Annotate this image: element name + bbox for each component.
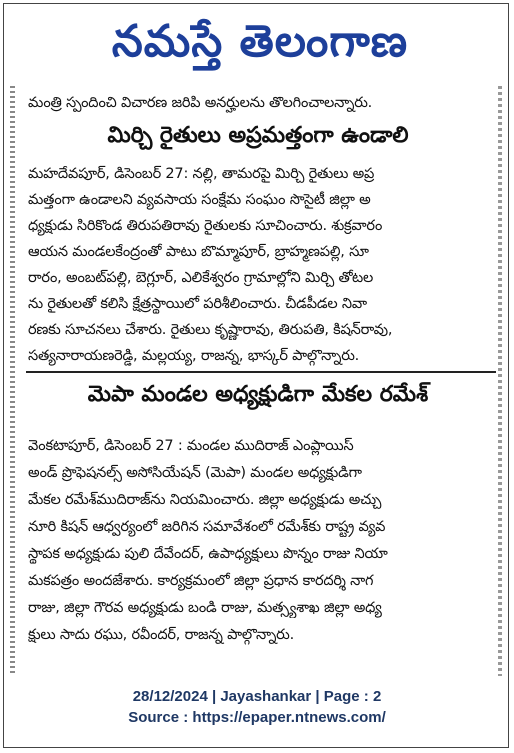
article2-headline: మెపా మండల అధ్యక్షుడిగా మేకల రమేశ్ [87,382,429,407]
article1-line: రణకు సూచనలు చేశారు. రైతులు కృష్ణారావు, తిరుపతి, కిషన్‌రావు, [28,322,393,338]
article1-headline: మిర్చి రైతులు అప్రమత్తంగా ఉండాలి [107,123,409,148]
clip-left-edge [10,86,15,676]
article2-line: మకపత్రం అందజేశారు. కార్యక్రమంలో జిల్లా ప్రధాన కారదర్శి నాగ [28,573,374,589]
article2-line: వెంకటాపూర్, డిసెంబర్ 27 : మండల ముదిరాజ్ ఎంప్లాయిస్ [28,438,354,454]
clip-right-edge [498,86,502,676]
article2-line: స్థాపక అధ్యక్షుడు పులి దేవేందర్, ఉపాధ్యక్షులు పొన్నం రాజు నియా [28,546,388,562]
article2-line: నూరి కిషన్ ఆధ్వర్యంలో జరిగిన సమావేశంలో రమేశ్‌కు రాష్ట్ర వ్యవ [28,519,386,535]
article1-line: మత్తంగా ఉండాలని వ్యవసాయ సంక్షేమ సంఘం సొసైటీ జిల్లా అ [28,192,371,208]
masthead-title: నమస్తే తెలంగాణ [111,16,409,67]
previous-article-last-line: మంత్రి స్పందించి విచారణ జరిపి అనర్హులను తొలగించాలన్నారు. [28,95,373,111]
article-divider [26,371,496,373]
article1-line: మహదేవపూర్, డిసెంబర్ 27: నల్లి, తామరపై మిర్చి రైతులు అప్ర [28,166,375,182]
article1-line: రారం, అంబట్‌పల్లి, బెగ్లూర్, ఎలికేశ్వరం గ్రామాల్లోని మిర్చి తోటల [28,270,374,286]
footer-date-edition: 28/12/2024 | Jayashankar | Page : 2 [132,688,382,705]
article1-line: ఆయన మండలకేంద్రంతో పాటు బొమ్మాపూర్, బ్రాహ్మణపల్లి, సూ [28,244,369,260]
article1-line: ధ్యక్షుడు సిరికొండ తిరుపతిరావు రైతులకు సూచించారు. శుక్రవారం [28,218,383,234]
newspaper-masthead [40,8,480,76]
article2-line: క్షులు సాదు రఘు, రవీందర్, రాజన్న పాల్గొన్నారు. [28,627,294,643]
article1-line: సత్యనారాయణరెడ్డి, మల్లయ్య, రాజన్న, భాస్కర్ పాల్గొన్నారు. [28,348,360,364]
article2-line: అండ్ ప్రొఫెషనల్స్ అసోసియేషన్ (మెపా) మండల అధ్యక్షుడిగా [28,465,362,481]
article2-line: రాజు, జిల్లా గౌరవ అధ్యక్షుడు బండి రాజు, మత్స్యశాఖ జిల్లా అధ్య [28,600,382,616]
article2-line: మేకల రమేశ్‌ముదిరాజ్‌ను నియమించారు. జిల్లా అధ్యక్షుడు అచ్చు [28,492,382,508]
footer-source: Source : https://epaper.ntnews.com/ [128,709,386,726]
article1-line: ను రైతులతో కలిసి క్షేత్రస్థాయిలో పరిశీలించారు. చీడపీడల నివా [28,296,367,312]
